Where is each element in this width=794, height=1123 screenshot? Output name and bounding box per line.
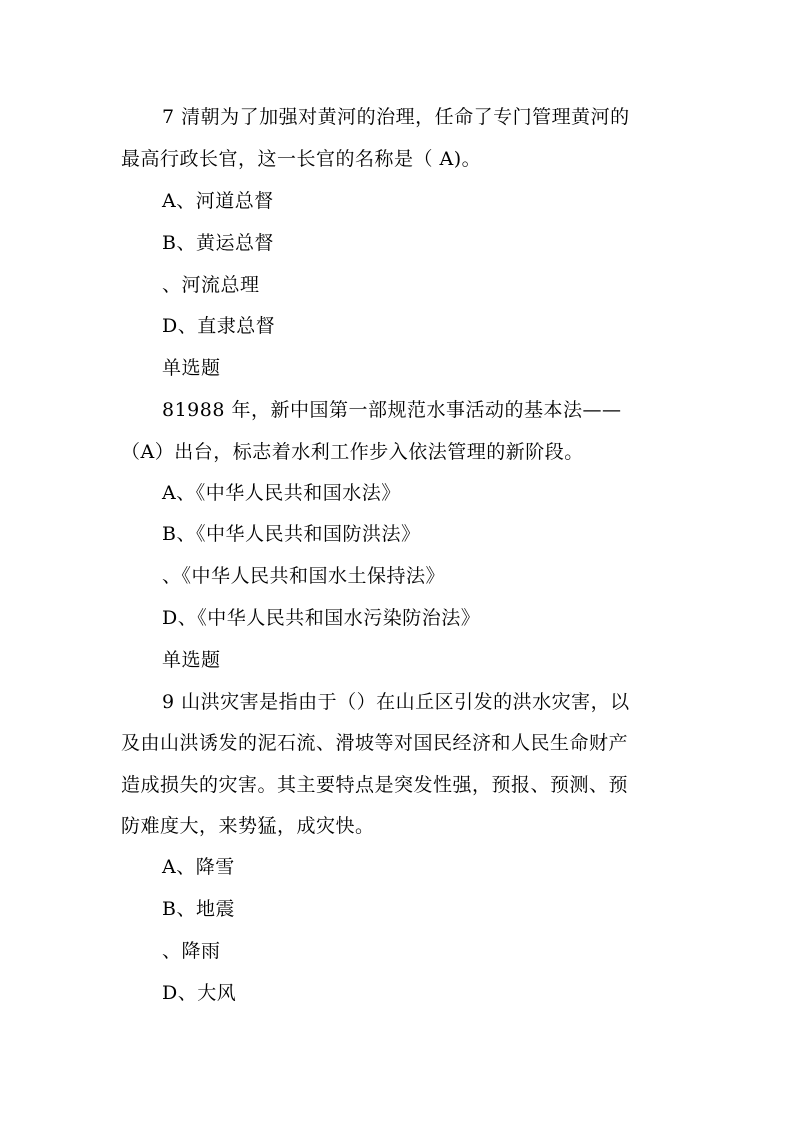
question-9-line-2: 及由山洪诱发的泥石流、滑坡等对国民经济和人民生命财产 (121, 732, 629, 754)
question-9-option-a: A、降雪 (162, 856, 235, 878)
question-7-option-b: B、黄运总督 (162, 232, 274, 254)
question-7-line-1: 7 清朝为了加强对黄河的治理，任命了专门管理黄河的 (162, 106, 630, 128)
question-type-label: 单选题 (162, 357, 221, 379)
question-9-option-c: 、降雨 (162, 940, 221, 962)
question-8-option-a: A、《中华人民共和国水法》 (162, 482, 401, 504)
question-9-line-4: 防难度大，来势猛，成灾快。 (121, 815, 375, 837)
question-8-line-1: 81988 年，新中国第一部规范水事活动的基本法—— (162, 399, 622, 421)
question-9-line-1: 9 山洪灾害是指由于（）在山丘区引发的洪水灾害，以 (162, 691, 630, 713)
question-8-option-d: D、《中华人民共和国水污染防治法》 (162, 607, 481, 629)
question-7-option-d: D、直隶总督 (162, 315, 276, 337)
question-7-option-c: 、河流总理 (162, 274, 260, 296)
question-9-option-d: D、大风 (162, 982, 237, 1004)
question-7-line-2: 最高行政长官，这一长官的名称是（ A)。 (121, 148, 482, 170)
question-8-line-2: （A）出台，标志着水利工作步入依法管理的新阶段。 (121, 441, 584, 463)
question-9-line-3: 造成损失的灾害。其主要特点是突发性强，预报、预测、预 (121, 774, 629, 796)
question-8-option-b: B、《中华人民共和国防洪法》 (162, 523, 421, 545)
question-9-option-b: B、地震 (162, 898, 235, 920)
question-8-option-c: 、《中华人民共和国水土保持法》 (162, 565, 446, 587)
question-type-label: 单选题 (162, 649, 221, 671)
question-7-option-a: A、河道总督 (162, 190, 274, 212)
